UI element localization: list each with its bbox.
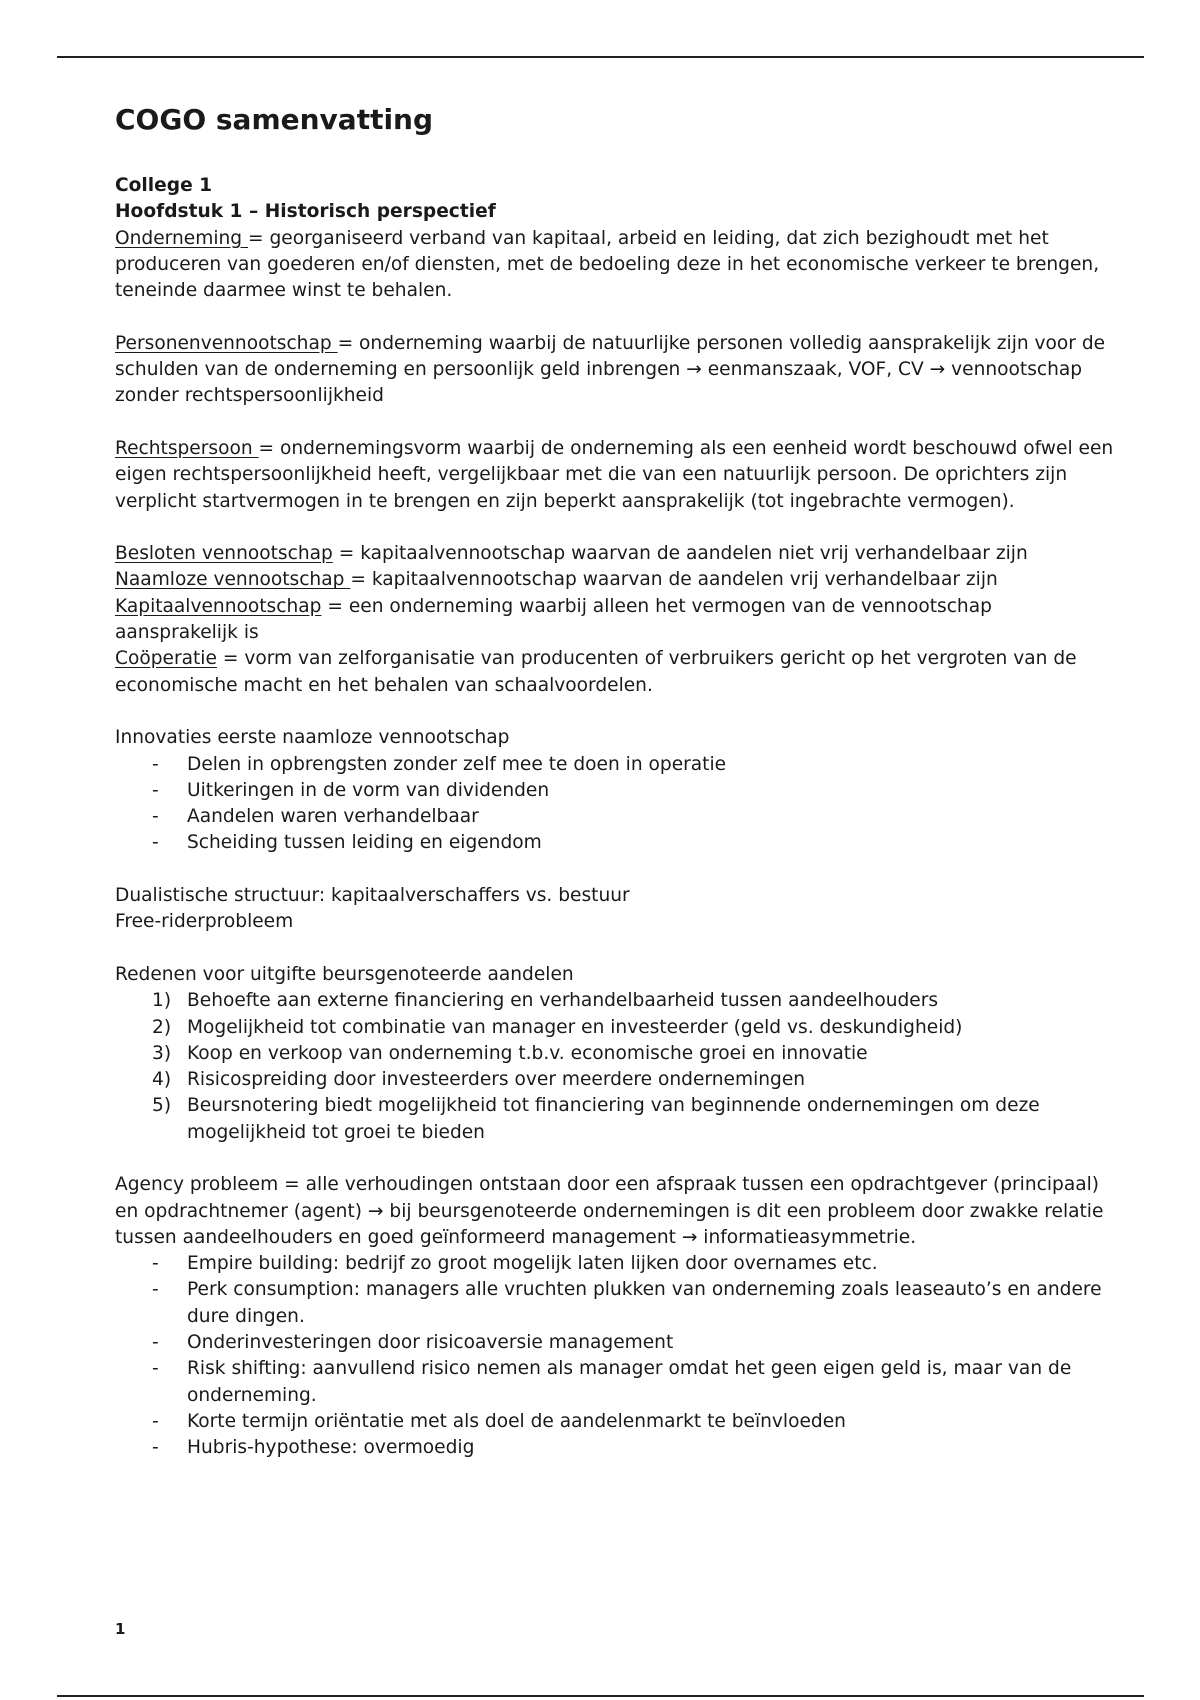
list-item: - Perk consumption: managers alle vruchten plukken van onderneming zoals leaseauto’s en andere dure dingen. xyxy=(152,1279,1102,1327)
number-marker: 4) xyxy=(152,1069,172,1091)
list-item: - Hubris-hypothese: overmoedig xyxy=(115,1435,1115,1461)
number-marker: 2) xyxy=(152,1016,172,1038)
definition-personenvennootschap xyxy=(115,331,1115,410)
list-item: 3) Koop en verkoop van onderneming t.b.v. economische groei en innovatie xyxy=(115,1041,1115,1067)
reasons-list xyxy=(115,988,1115,1146)
bullet-marker: - xyxy=(152,753,159,775)
header-rule xyxy=(57,56,1144,58)
term: Kapitaalvennootschap xyxy=(115,595,322,617)
definition-text: = kapitaalvennootschap waarvan de aandelen niet vrij verhandelbaar zijn xyxy=(332,543,1028,565)
definition-text: = vorm van zelforganisatie van producenten of verbruikers gericht op het vergroten van de economische macht en het behalen van schaalvoordelen. xyxy=(115,648,1077,696)
definition-kapitaalvennootschap xyxy=(115,594,1115,647)
definition-text: = onderneming waarbij de natuurlijke personen volledig aansprakelijk zijn voor de schulden van de onderneming en persoonlijk geld inbrengen → eenmanszaak, VOF, CV → vennootschap zonder rechtspersoonlijkheid xyxy=(115,332,1106,407)
structure-line: Free-riderprobleem xyxy=(115,911,294,933)
definition-onderneming xyxy=(115,226,1115,305)
document-body xyxy=(115,96,1115,1462)
definition-naamloze-vennootschap xyxy=(115,567,1115,593)
list-item: - Uitkeringen in de vorm van dividenden xyxy=(115,778,1115,804)
definition-besloten-vennootschap xyxy=(115,541,1115,567)
term: Coöperatie xyxy=(115,648,217,670)
bullet-marker: - xyxy=(152,1437,159,1459)
list-item: - Scheiding tussen leiding en eigendom xyxy=(115,830,1115,856)
definition-text: = kapitaalvennootschap waarvan de aandelen vrij verhandelbaar zijn xyxy=(350,569,998,591)
term: Rechtspersoon xyxy=(115,437,259,459)
list-item: 5) Beursnotering biedt mogelijkheid tot financiering van beginnende ondernemingen om deze mogelijkheid tot groei te bieden xyxy=(152,1095,1040,1143)
bullet-marker: - xyxy=(152,1279,159,1301)
bullet-marker: - xyxy=(152,806,159,828)
bullet-marker: - xyxy=(152,1358,159,1380)
bullet-marker: - xyxy=(152,1332,159,1354)
list-item: - Korte termijn oriëntatie met als doel de aandelenmarkt te beïnvloeden xyxy=(115,1409,1115,1435)
list-item: - Risk shifting: aanvullend risico nemen als manager omdat het geen eigen geld is, maar van de onderneming. xyxy=(152,1358,1072,1406)
bullet-marker: - xyxy=(152,1253,159,1275)
college-heading: College 1 xyxy=(115,175,213,196)
reasons-heading: Redenen voor uitgifte beursgenoteerde aandelen xyxy=(115,963,574,985)
bullet-marker: - xyxy=(152,1410,159,1432)
list-item: - Empire building: bedrijf zo groot mogelijk laten lijken door overnames etc. xyxy=(115,1251,1115,1277)
page-number: 1 xyxy=(115,1620,126,1638)
number-marker: 5) xyxy=(152,1095,172,1117)
agency-paragraph: Agency probleem = alle verhoudingen ontstaan door een afspraak tussen een opdrachtgever (principaal) en opdrachtnemer (agent) → bij beursgenoteerde ondernemingen is dit een probleem door zwakke relatie tussen aandeelhouders en goed geïnformeerd management → informatieasymmetrie. xyxy=(115,1174,1104,1248)
list-item: 2) Mogelijkheid tot combinatie van manager en investeerder (geld vs. deskundigheid) xyxy=(115,1015,1115,1041)
bullet-marker: - xyxy=(152,779,159,801)
chapter-heading: Hoofdstuk 1 – Historisch perspectief xyxy=(115,201,496,223)
list-item: 4) Risicospreiding door investeerders over meerdere ondernemingen xyxy=(115,1067,1115,1093)
list-item: - Onderinvesteringen door risicoaversie management xyxy=(115,1330,1115,1356)
definition-text: = een onderneming waarbij alleen het vermogen van de vennootschap aansprakelijk is xyxy=(115,595,992,644)
agency-list xyxy=(115,1251,1115,1461)
innovations-list xyxy=(115,752,1115,857)
list-item: - Delen in opbrengsten zonder zelf mee te doen in operatie xyxy=(115,752,1115,778)
number-marker: 3) xyxy=(152,1042,172,1064)
term: Naamloze vennootschap xyxy=(115,569,351,591)
footer-rule xyxy=(57,1695,1144,1697)
bullet-marker: - xyxy=(152,832,159,854)
definition-text: = georganiseerd verband van kapitaal, arbeid en leiding, dat zich bezighoudt met het produceren van goederen en/of diensten, met de bedoeling deze in het economische verkeer te brengen, teneinde daarmee winst te behalen. xyxy=(115,227,1100,302)
definition-rechtspersoon xyxy=(115,436,1115,515)
list-item: - Aandelen waren verhandelbaar xyxy=(115,804,1115,830)
term: Onderneming xyxy=(115,227,248,249)
number-marker: 1) xyxy=(152,990,172,1012)
definition-text: = ondernemingsvorm waarbij de onderneming als een eenheid wordt beschouwd ofwel een eigen rechtspersoonlijkheid heeft, vergelijkbaar met die van een natuurlijk persoon. De oprichters zijn verplicht startvermogen in te brengen en zijn beperkt aansprakelijk (tot ingebrachte vermogen). xyxy=(115,437,1114,512)
structure-line: Dualistische structuur: kapitaalverschaffers vs. bestuur xyxy=(115,885,630,907)
term: Personenvennootschap xyxy=(115,332,338,354)
innovations-heading: Innovaties eerste naamloze vennootschap xyxy=(115,727,510,749)
term: Besloten vennootschap xyxy=(115,543,333,565)
definition-cooperatie xyxy=(115,646,1115,699)
document-title: COGO samenvatting xyxy=(115,103,434,136)
list-item: 1) Behoefte aan externe financiering en verhandelbaarheid tussen aandeelhouders xyxy=(115,988,1115,1014)
